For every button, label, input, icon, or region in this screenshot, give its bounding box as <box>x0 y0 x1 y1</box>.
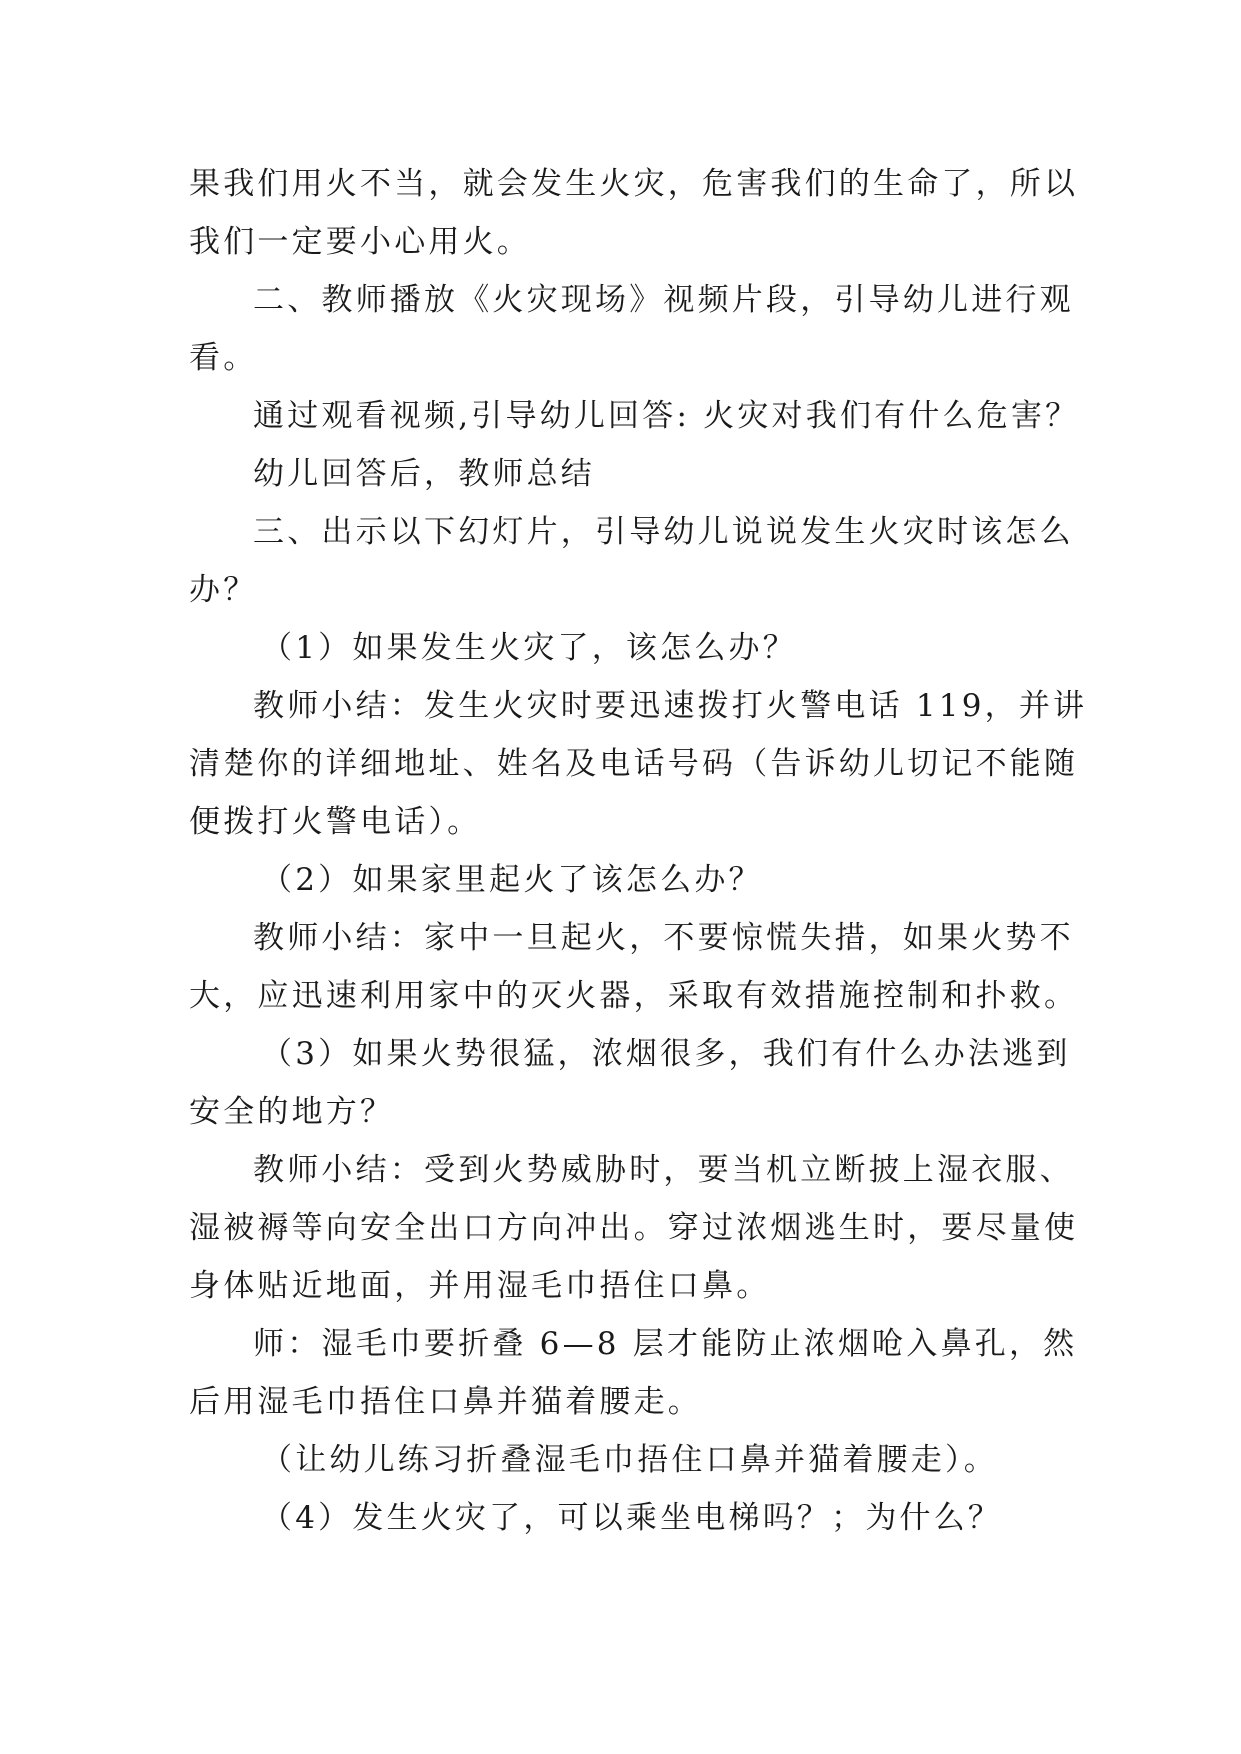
text-line: （1）如果发生火灾了，该怎么办？ <box>261 630 797 666</box>
text-line: 办？ <box>189 572 258 608</box>
text-line: 幼儿回答后，教师总结 <box>253 456 595 492</box>
text-line: 大，应迅速利用家中的灭火器，采取有效措施控制和扑救。 <box>189 978 1079 1014</box>
text-line: 看。 <box>189 340 258 376</box>
text-line: （3）如果火势很猛，浓烟很多，我们有什么办法逃到 <box>261 1036 1071 1072</box>
text-line: 三、出示以下幻灯片，引导幼儿说说发生火灾时该怎么 <box>253 514 1074 550</box>
text-line: 师：湿毛巾要折叠 6—8 层才能防止浓烟呛入鼻孔，然 <box>253 1326 1078 1362</box>
text-line: 清楚你的详细地址、姓名及电话号码（告诉幼儿切记不能随 <box>189 746 1079 782</box>
text-line: 果我们用火不当，就会发生火灾，危害我们的生命了，所以 <box>189 166 1079 202</box>
text-line: 后用湿毛巾捂住口鼻并猫着腰走。 <box>189 1384 702 1420</box>
text-line: 二、教师播放《火灾现场》视频片段，引导幼儿进行观 <box>253 282 1074 318</box>
text-line: 身体贴近地面，并用湿毛巾捂住口鼻。 <box>189 1268 771 1304</box>
text-line: 便拨打火警电话）。 <box>189 804 482 840</box>
text-line: （4）发生火灾了，可以乘坐电梯吗？；为什么？ <box>261 1500 1003 1536</box>
text-line: 教师小结：家中一旦起火，不要惊慌失措，如果火势不 <box>253 920 1074 956</box>
text-line: 湿被褥等向安全出口方向冲出。穿过浓烟逃生时，要尽量使 <box>189 1210 1079 1246</box>
text-line: 我们一定要小心用火。 <box>189 224 531 260</box>
text-line: （2）如果家里起火了该怎么办？ <box>261 862 763 898</box>
text-line: （让幼儿练习折叠湿毛巾捂住口鼻并猫着腰走）。 <box>261 1442 998 1478</box>
text-line: 教师小结：受到火势威胁时，要当机立断披上湿衣服、 <box>253 1152 1074 1188</box>
text-line: 安全的地方？ <box>189 1094 395 1130</box>
text-line: 通过观看视频,引导幼儿回答: 火灾对我们有什么危害？ <box>253 398 1080 434</box>
text-line: 教师小结：发生火灾时要迅速拨打火警电话 119，并讲 <box>253 688 1088 724</box>
